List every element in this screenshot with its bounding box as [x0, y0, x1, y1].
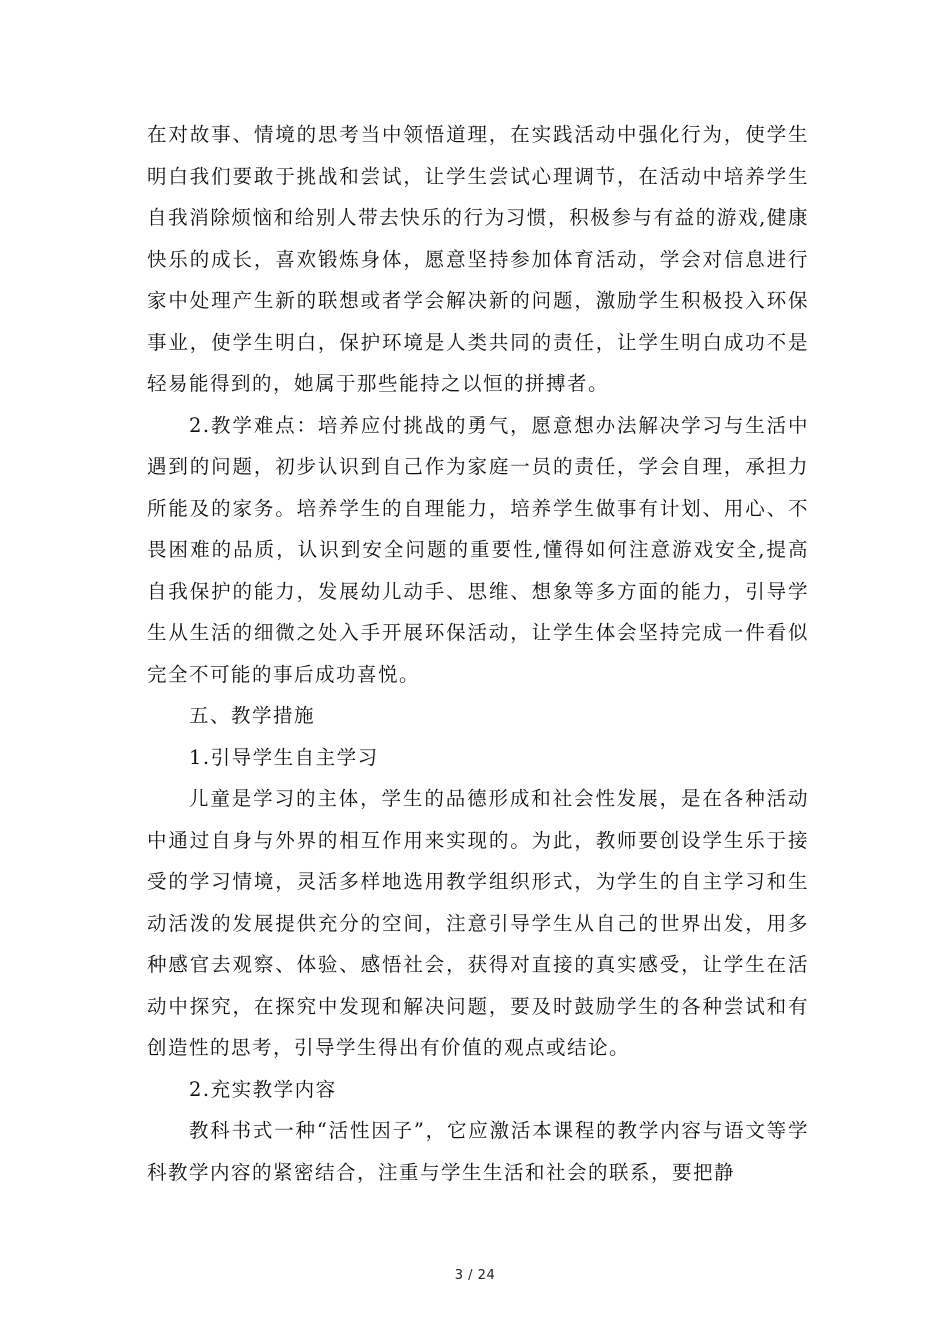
page-number: 3 / 24	[454, 1268, 496, 1283]
paragraph: 儿童是学习的主体，学生的品德形成和社会性发展，是在各种活动中通过自身与外界的相互作用来实现的。为此，教师要创设学生乐于接受的学习情境，灵活多样地选用教学组织形式，为学生的自主学习和生动活泼的发展提供充分的空间，注意引导学生从自己的世界出发，用多种感官去观察、体验、感悟社会，获得对直接的真实感受，让学生在活动中探究，在探究中发现和解决问题，要及时鼓励学生的各种尝试和有创造性的思考，引导学生得出有价值的观点或结论。	[147, 787, 809, 1059]
paragraph: 教科书式一种“活性因子”，它应激活本课程的教学内容与语文等学科教学内容的紧密结合，注重与学生生活和社会的联系，要把静	[147, 1119, 809, 1184]
paragraph-teaching-difficulties: 2.教学难点：培养应付挑战的勇气，愿意想办法解决学习与生活中遇到的问题，初步认识到自己作为家庭一员的责任，学会自理，承担力所能及的家务。培养学生的自理能力，培养学生做事有计划、用心、不畏困难的品质，认识到安全问题的重要性,懂得如何注意游戏安全,提高自我保护的能力，发展幼儿动手、思维、想象等多方面的能力，引导学生从生活的细微之处入手开展环保活动，让学生体会坚持完成一件看似完全不可能的事后成功喜悦。	[147, 413, 809, 686]
document-body	[147, 114, 809, 1193]
subheading-enrich-content: 2.充实教学内容	[189, 1077, 337, 1101]
section-heading-teaching-measures: 五、教学措施	[189, 704, 316, 727]
paragraph: 在对故事、情境的思考当中领悟道理，在实践活动中强化行为，使学生明白我们要敢于挑战和尝试，让学生尝试心理调节，在活动中培养学生自我消除烦恼和给别人带去快乐的行为习惯，积极参与有益的游戏,健康快乐的成长，喜欢锻炼身体，愿意坚持参加体育活动，学会对信息进行家中处理产生新的联想或者学会解决新的问题，激励学生积极投入环保事业，使学生明白，保护环境是人类共同的责任，让学生明白成功不是轻易能得到的，她属于那些能持之以恒的拼搏者。	[147, 123, 809, 395]
subheading-self-directed-learning: 1.引导学生自主学习	[189, 745, 379, 769]
